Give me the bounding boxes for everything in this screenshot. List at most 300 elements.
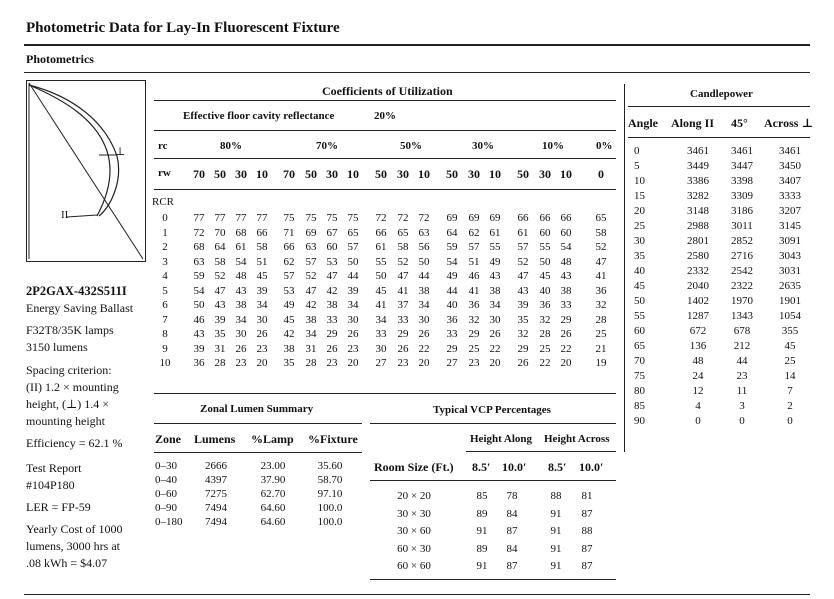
candle-value: 1343 xyxy=(731,310,753,322)
cu-cell: 34 xyxy=(347,299,359,311)
candle-value: 23 xyxy=(736,370,748,382)
zonal-cell: 62.70 xyxy=(260,488,286,500)
cu-cell: 34 xyxy=(235,313,247,326)
candle-value: 4 xyxy=(695,400,701,412)
fixture-line-lamps: F32T8/35K lamps xyxy=(26,323,114,337)
candle-angle: 30 xyxy=(634,235,645,247)
cu-cell: 52 xyxy=(214,270,226,282)
cu-cell: 69 xyxy=(468,212,480,224)
cu-cell: 54 xyxy=(193,284,205,297)
cu-cell: 47 xyxy=(397,270,409,282)
rw-value: 10 xyxy=(418,167,430,181)
candle-value: 3407 xyxy=(779,175,801,187)
cu-cell: 20 xyxy=(347,357,359,369)
cu-cell: 23 xyxy=(326,357,338,369)
cu-cell: 41 xyxy=(595,270,607,282)
cu-rule-3 xyxy=(154,158,616,159)
cu-cell: 67 xyxy=(326,226,338,239)
vcp-bottom-rule xyxy=(370,579,616,580)
rcr-value: 3 xyxy=(162,255,168,268)
cu-cell: 28 xyxy=(539,328,551,340)
candle-divider xyxy=(624,84,625,452)
candle-value: 3011 xyxy=(731,220,753,232)
cu-cell: 58 xyxy=(256,241,268,253)
cu-cell: 28 xyxy=(214,357,226,369)
cu-cell: 30 xyxy=(418,313,430,326)
candle-angle: 80 xyxy=(634,385,645,397)
cu-cell: 25 xyxy=(468,342,480,355)
zonal-zone: 0–90 xyxy=(155,502,177,514)
candle-value: 3398 xyxy=(731,175,753,187)
rw-label: rw xyxy=(158,167,171,179)
zonal-cell: 97.10 xyxy=(317,488,343,500)
fixture-line-spacing-3: height, (⊥) 1.4 × xyxy=(26,397,110,411)
cu-cell: 43 xyxy=(193,328,205,340)
cu-cell: 45 xyxy=(539,270,551,282)
cu-cell: 33 xyxy=(397,313,409,326)
cu-cell: 60 xyxy=(326,241,338,253)
cu-cell: 63 xyxy=(305,241,317,253)
cu-cell: 20 xyxy=(256,357,268,369)
cu-cell: 55 xyxy=(489,241,501,253)
candle-value: 2801 xyxy=(687,235,709,247)
cu-cell: 38 xyxy=(418,284,430,297)
rc-70: 70% xyxy=(316,140,338,152)
rw-value: 50 xyxy=(375,167,387,181)
candle-header-45: 45° xyxy=(731,116,748,130)
cu-cell: 69 xyxy=(489,212,501,224)
candle-angle: 85 xyxy=(634,400,645,412)
cu-cell: 77 xyxy=(214,212,226,224)
zonal-cell: 7275 xyxy=(205,488,227,500)
cu-cell: 26 xyxy=(560,328,572,340)
cu-cell: 41 xyxy=(375,299,387,311)
fixture-test-report-number: #104P180 xyxy=(26,478,75,492)
zonal-header-zone: Zone xyxy=(155,432,182,446)
rcr-value: 6 xyxy=(162,299,168,311)
vcp-cell: 88 xyxy=(581,525,593,537)
cu-cell: 49 xyxy=(489,255,501,268)
cu-cell: 42 xyxy=(283,328,295,340)
cu-cell: 20 xyxy=(489,357,501,369)
candle-angle: 20 xyxy=(634,205,645,217)
cu-cell: 66 xyxy=(283,241,295,253)
zonal-cell: 2666 xyxy=(205,460,227,472)
cu-cell: 52 xyxy=(517,255,529,268)
zonal-cell: 7494 xyxy=(205,516,227,528)
rw-value: 50 xyxy=(517,167,529,181)
zonal-header-lamp: %Lamp xyxy=(251,432,294,446)
zonal-cell: 4397 xyxy=(205,474,227,486)
candle-value: 3207 xyxy=(779,205,801,217)
vcp-cell: 88 xyxy=(550,490,562,502)
candle-value: 25 xyxy=(784,355,796,367)
fixture-yearly-cost: Yearly Cost of 1000 xyxy=(26,522,123,536)
cu-cell: 50 xyxy=(418,255,430,268)
candle-value: 2635 xyxy=(779,280,801,292)
cu-cell: 72 xyxy=(193,226,205,239)
cu-cell: 54 xyxy=(560,241,572,253)
candle-angle: 50 xyxy=(634,295,645,307)
lower-rule xyxy=(154,393,616,394)
rw-value: 50 xyxy=(305,167,317,181)
cu-cell: 52 xyxy=(397,255,409,268)
cu-cell: 30 xyxy=(256,313,268,326)
cu-cell: 72 xyxy=(397,212,409,224)
cu-cell: 28 xyxy=(595,313,607,326)
rcr-value: 7 xyxy=(162,313,168,326)
cu-cell: 27 xyxy=(375,357,387,369)
candle-value: 7 xyxy=(787,385,793,397)
candle-value: 1970 xyxy=(731,295,753,307)
cu-cell: 20 xyxy=(418,357,430,369)
cu-cell: 33 xyxy=(375,328,387,340)
vcp-height-across: Height Across xyxy=(544,433,610,445)
rw-value: 50 xyxy=(446,167,458,181)
zonal-cell: 100.0 xyxy=(317,516,343,528)
rw-value: 0 xyxy=(598,167,604,181)
rw-value: 10 xyxy=(256,167,268,181)
vcp-title-rule xyxy=(370,423,616,424)
cu-cell: 70 xyxy=(214,226,226,239)
rcr-value: 4 xyxy=(162,270,168,282)
candle-value: 2580 xyxy=(687,250,709,262)
cu-cell: 42 xyxy=(305,299,317,311)
candle-value: 3031 xyxy=(779,265,801,277)
rc-0: 0% xyxy=(596,140,613,152)
zonal-header-lumens: Lumens xyxy=(194,432,236,446)
cu-rule-4 xyxy=(154,189,616,190)
candle-header-rule xyxy=(628,137,810,138)
zonal-zone: 0–40 xyxy=(155,474,177,486)
cu-cell: 26 xyxy=(418,328,430,340)
vcp-header-rule xyxy=(370,480,616,481)
cu-cell: 31 xyxy=(305,342,317,355)
cu-cell: 68 xyxy=(235,226,247,239)
cu-cell: 22 xyxy=(560,342,572,355)
title-rule xyxy=(24,44,810,46)
cu-cell: 23 xyxy=(397,357,409,369)
vcp-cell: 89 xyxy=(476,542,488,555)
cu-cell: 30 xyxy=(235,328,247,340)
cu-cell: 25 xyxy=(539,342,551,355)
zonal-title: Zonal Lumen Summary xyxy=(200,403,314,415)
rw-value: 10 xyxy=(489,167,501,181)
cu-cell: 32 xyxy=(517,328,529,340)
cu-cell: 38 xyxy=(489,284,501,297)
cu-cell: 58 xyxy=(397,241,409,253)
cu-cell: 65 xyxy=(397,226,409,239)
cu-cell: 54 xyxy=(446,255,458,268)
cu-cell: 75 xyxy=(283,212,295,224)
cu-cell: 34 xyxy=(305,328,317,340)
cu-cell: 33 xyxy=(446,328,458,340)
cu-cell: 31 xyxy=(214,342,226,355)
cu-cell: 53 xyxy=(326,255,338,268)
cu-cell: 44 xyxy=(446,284,458,297)
vcp-cell: 87 xyxy=(581,542,593,555)
candle-angle: 35 xyxy=(634,250,645,262)
cu-cell: 41 xyxy=(468,284,480,297)
cu-cell: 35 xyxy=(214,328,226,340)
cu-cell: 55 xyxy=(539,241,551,253)
cu-cell: 32 xyxy=(595,299,607,311)
candle-value: 212 xyxy=(733,340,751,352)
cu-cell: 57 xyxy=(347,241,359,253)
zonal-title-rule xyxy=(154,423,362,424)
section-title: Photometrics xyxy=(26,52,94,66)
vcp-cell: 87 xyxy=(506,560,518,572)
vcp-room-size: 60 × 30 xyxy=(397,542,431,555)
candle-value: 678 xyxy=(733,325,751,337)
cu-cell: 77 xyxy=(235,212,247,224)
cu-cell: 66 xyxy=(375,226,387,239)
cu-cell: 77 xyxy=(193,212,205,224)
cu-cell: 51 xyxy=(468,255,480,268)
zonal-zone: 0–60 xyxy=(155,488,177,500)
cu-cell: 32 xyxy=(468,313,480,326)
zonal-cell: 7494 xyxy=(205,502,227,514)
cu-cell: 34 xyxy=(256,299,268,311)
cu-cell: 38 xyxy=(305,313,317,326)
cu-cell: 27 xyxy=(446,357,458,369)
zonal-cell: 37.90 xyxy=(260,474,286,486)
rw-value: 30 xyxy=(326,167,338,181)
cu-cell: 29 xyxy=(446,342,458,355)
cu-cell: 50 xyxy=(539,255,551,268)
cu-cell: 39 xyxy=(347,284,359,297)
rw-value: 10 xyxy=(347,167,359,181)
cu-cell: 47 xyxy=(305,284,317,297)
cu-cell: 57 xyxy=(305,255,317,268)
fixture-efficiency: Efficiency = 62.1 % xyxy=(26,436,123,450)
fixture-model: 2P2GAX-432S511I xyxy=(26,284,127,298)
vcp-cell: 87 xyxy=(506,525,518,537)
vcp-room-size: 60 × 60 xyxy=(397,560,431,572)
cu-cell: 46 xyxy=(193,313,205,326)
cu-cell: 20 xyxy=(560,357,572,369)
zonal-cell: 58.70 xyxy=(317,474,343,486)
vcp-h2: 10.0′ xyxy=(502,460,527,474)
fixture-line-lumens: 3150 lumens xyxy=(26,340,88,354)
candle-angle: 70 xyxy=(634,355,645,367)
cu-cell: 47 xyxy=(595,255,607,268)
zonal-cell: 100.0 xyxy=(317,502,343,514)
cu-cell: 42 xyxy=(326,284,338,297)
cu-cell: 33 xyxy=(326,313,338,326)
candle-value: 3461 xyxy=(731,145,753,157)
cu-cell: 23 xyxy=(468,357,480,369)
cu-cell: 28 xyxy=(305,357,317,369)
perpendicular-label: ⊥ xyxy=(115,146,126,158)
parallel-label: II xyxy=(61,209,69,221)
cu-cell: 75 xyxy=(305,212,317,224)
cu-cell: 32 xyxy=(539,313,551,326)
cu-cell: 52 xyxy=(305,270,317,282)
cu-cell: 72 xyxy=(418,212,430,224)
candle-value: 355 xyxy=(781,325,799,337)
rcr-value: 8 xyxy=(162,328,168,340)
section-rule xyxy=(24,72,810,73)
candle-value: 3333 xyxy=(779,190,801,202)
candle-value: 1402 xyxy=(687,295,709,307)
cu-cell: 77 xyxy=(256,212,268,224)
candle-value: 2332 xyxy=(687,265,709,277)
cu-cell: 62 xyxy=(468,226,480,239)
vcp-cell: 91 xyxy=(550,507,562,520)
cu-cell: 58 xyxy=(214,255,226,268)
distribution-curve-graphic xyxy=(27,81,145,261)
rw-value: 30 xyxy=(468,167,480,181)
cu-cell: 38 xyxy=(283,342,295,355)
candle-value: 2 xyxy=(787,400,793,412)
rw-value: 70 xyxy=(283,167,295,181)
cu-cell: 45 xyxy=(283,313,295,326)
rcr-value: 2 xyxy=(162,241,168,253)
candle-value: 3091 xyxy=(779,235,801,247)
cu-cell: 39 xyxy=(193,342,205,355)
cu-cell: 33 xyxy=(560,299,572,311)
candle-value: 2716 xyxy=(731,250,753,262)
zonal-zone: 0–30 xyxy=(155,460,177,472)
cu-cell: 66 xyxy=(539,212,551,224)
cu-cell: 35 xyxy=(283,357,295,369)
cu-cell: 40 xyxy=(539,284,551,297)
vcp-cell: 85 xyxy=(476,490,488,502)
candle-angle: 0 xyxy=(634,145,640,157)
vcp-room-size: 20 × 20 xyxy=(397,490,431,502)
cu-cell: 56 xyxy=(418,241,430,253)
cu-cell: 29 xyxy=(468,328,480,340)
rw-value: 30 xyxy=(235,167,247,181)
cu-cell: 48 xyxy=(235,270,247,282)
vcp-cell: 87 xyxy=(581,507,593,520)
cu-cell: 44 xyxy=(418,270,430,282)
rc-80: 80% xyxy=(220,140,242,152)
cu-rule-2 xyxy=(154,130,616,131)
cu-cell: 35 xyxy=(517,313,529,326)
rc-30: 30% xyxy=(472,140,494,152)
cu-eff-floor-value: 20% xyxy=(374,110,396,122)
cu-cell: 26 xyxy=(326,342,338,355)
candle-value: 3186 xyxy=(731,205,753,217)
cu-cell: 61 xyxy=(375,241,387,253)
cu-cell: 48 xyxy=(560,255,572,268)
candle-value: 45 xyxy=(784,340,796,352)
rc-label: rc xyxy=(158,140,168,152)
candle-angle: 10 xyxy=(634,175,645,187)
cu-cell: 66 xyxy=(517,212,529,224)
candle-value: 3461 xyxy=(687,145,709,157)
cu-cell: 49 xyxy=(446,270,458,282)
candle-angle: 45 xyxy=(634,280,645,292)
cu-cell: 63 xyxy=(418,226,430,239)
cu-cell: 61 xyxy=(235,241,247,253)
cu-cell: 64 xyxy=(446,226,458,239)
cu-cell: 50 xyxy=(375,270,387,282)
cu-cell: 23 xyxy=(235,357,247,369)
rcr-value: 0 xyxy=(162,212,168,224)
cu-cell: 39 xyxy=(517,299,529,311)
rcr-label: RCR xyxy=(152,196,175,208)
zonal-header-fixture: %Fixture xyxy=(308,432,358,446)
cu-cell: 59 xyxy=(193,270,205,282)
candle-value: 672 xyxy=(689,325,707,337)
cu-cell: 23 xyxy=(347,342,359,355)
rw-value: 10 xyxy=(560,167,572,181)
vcp-room-size: 30 × 60 xyxy=(397,525,431,537)
candle-value: 2542 xyxy=(731,265,753,277)
vcp-cell: 91 xyxy=(550,525,562,537)
candle-value: 3148 xyxy=(687,205,709,217)
cu-cell: 30 xyxy=(375,342,387,355)
cu-cell: 43 xyxy=(517,284,529,297)
candle-value: 1287 xyxy=(687,310,709,322)
cu-cell: 47 xyxy=(214,284,226,297)
cu-cell: 71 xyxy=(283,226,295,239)
cu-cell: 38 xyxy=(235,299,247,311)
cu-cell: 55 xyxy=(375,255,387,268)
candle-angle: 65 xyxy=(634,340,645,352)
page-title: Photometric Data for Lay-In Fluorescent Fixture xyxy=(26,20,340,36)
candle-value: 3461 xyxy=(779,145,801,157)
cu-cell: 57 xyxy=(468,241,480,253)
cu-cell: 22 xyxy=(539,357,551,369)
vcp-cell: 89 xyxy=(476,507,488,520)
cu-cell: 43 xyxy=(489,270,501,282)
candle-angle: 5 xyxy=(634,160,640,172)
vcp-h1: 8.5′ xyxy=(472,460,491,474)
fixture-line-spacing: Spacing criterion: xyxy=(26,363,112,377)
rcr-value: 9 xyxy=(162,342,168,355)
zonal-cell: 23.00 xyxy=(260,460,286,472)
cu-cell: 26 xyxy=(256,328,268,340)
cu-cell: 49 xyxy=(283,299,295,311)
vcp-cell: 91 xyxy=(476,560,488,572)
vcp-room-size: 30 × 30 xyxy=(397,507,431,520)
cu-cell: 50 xyxy=(193,299,205,311)
vcp-title: Typical VCP Percentages xyxy=(433,404,551,416)
cu-cell: 51 xyxy=(256,255,268,268)
vcp-cell: 87 xyxy=(581,560,593,572)
fixture-line-ballast: Energy Saving Ballast xyxy=(26,301,134,315)
candle-value: 3309 xyxy=(731,190,753,202)
cu-cell: 47 xyxy=(517,270,529,282)
candle-header-along: Along II xyxy=(671,116,715,130)
cu-cell: 58 xyxy=(595,226,607,239)
cu-cell: 26 xyxy=(397,342,409,355)
cu-title-rule xyxy=(154,100,616,101)
rcr-value: 1 xyxy=(162,226,168,239)
cu-cell: 26 xyxy=(517,357,529,369)
fixture-yearly-cost-2: lumens, 3000 hrs at xyxy=(26,539,120,553)
cu-cell: 43 xyxy=(214,299,226,311)
cu-cell: 26 xyxy=(235,342,247,355)
cu-cell: 29 xyxy=(326,328,338,340)
candle-value: 0 xyxy=(739,415,745,427)
cu-cell: 65 xyxy=(347,226,359,239)
rw-value: 70 xyxy=(193,167,205,181)
candle-value: 2988 xyxy=(687,220,709,232)
candle-value: 2322 xyxy=(731,280,753,292)
cu-cell: 72 xyxy=(375,212,387,224)
zonal-zone: 0–180 xyxy=(155,516,183,528)
cu-cell: 26 xyxy=(347,328,359,340)
cu-cell: 50 xyxy=(347,255,359,268)
cu-cell: 53 xyxy=(283,284,295,297)
rw-value: 50 xyxy=(214,167,226,181)
candle-value: 24 xyxy=(692,370,704,382)
